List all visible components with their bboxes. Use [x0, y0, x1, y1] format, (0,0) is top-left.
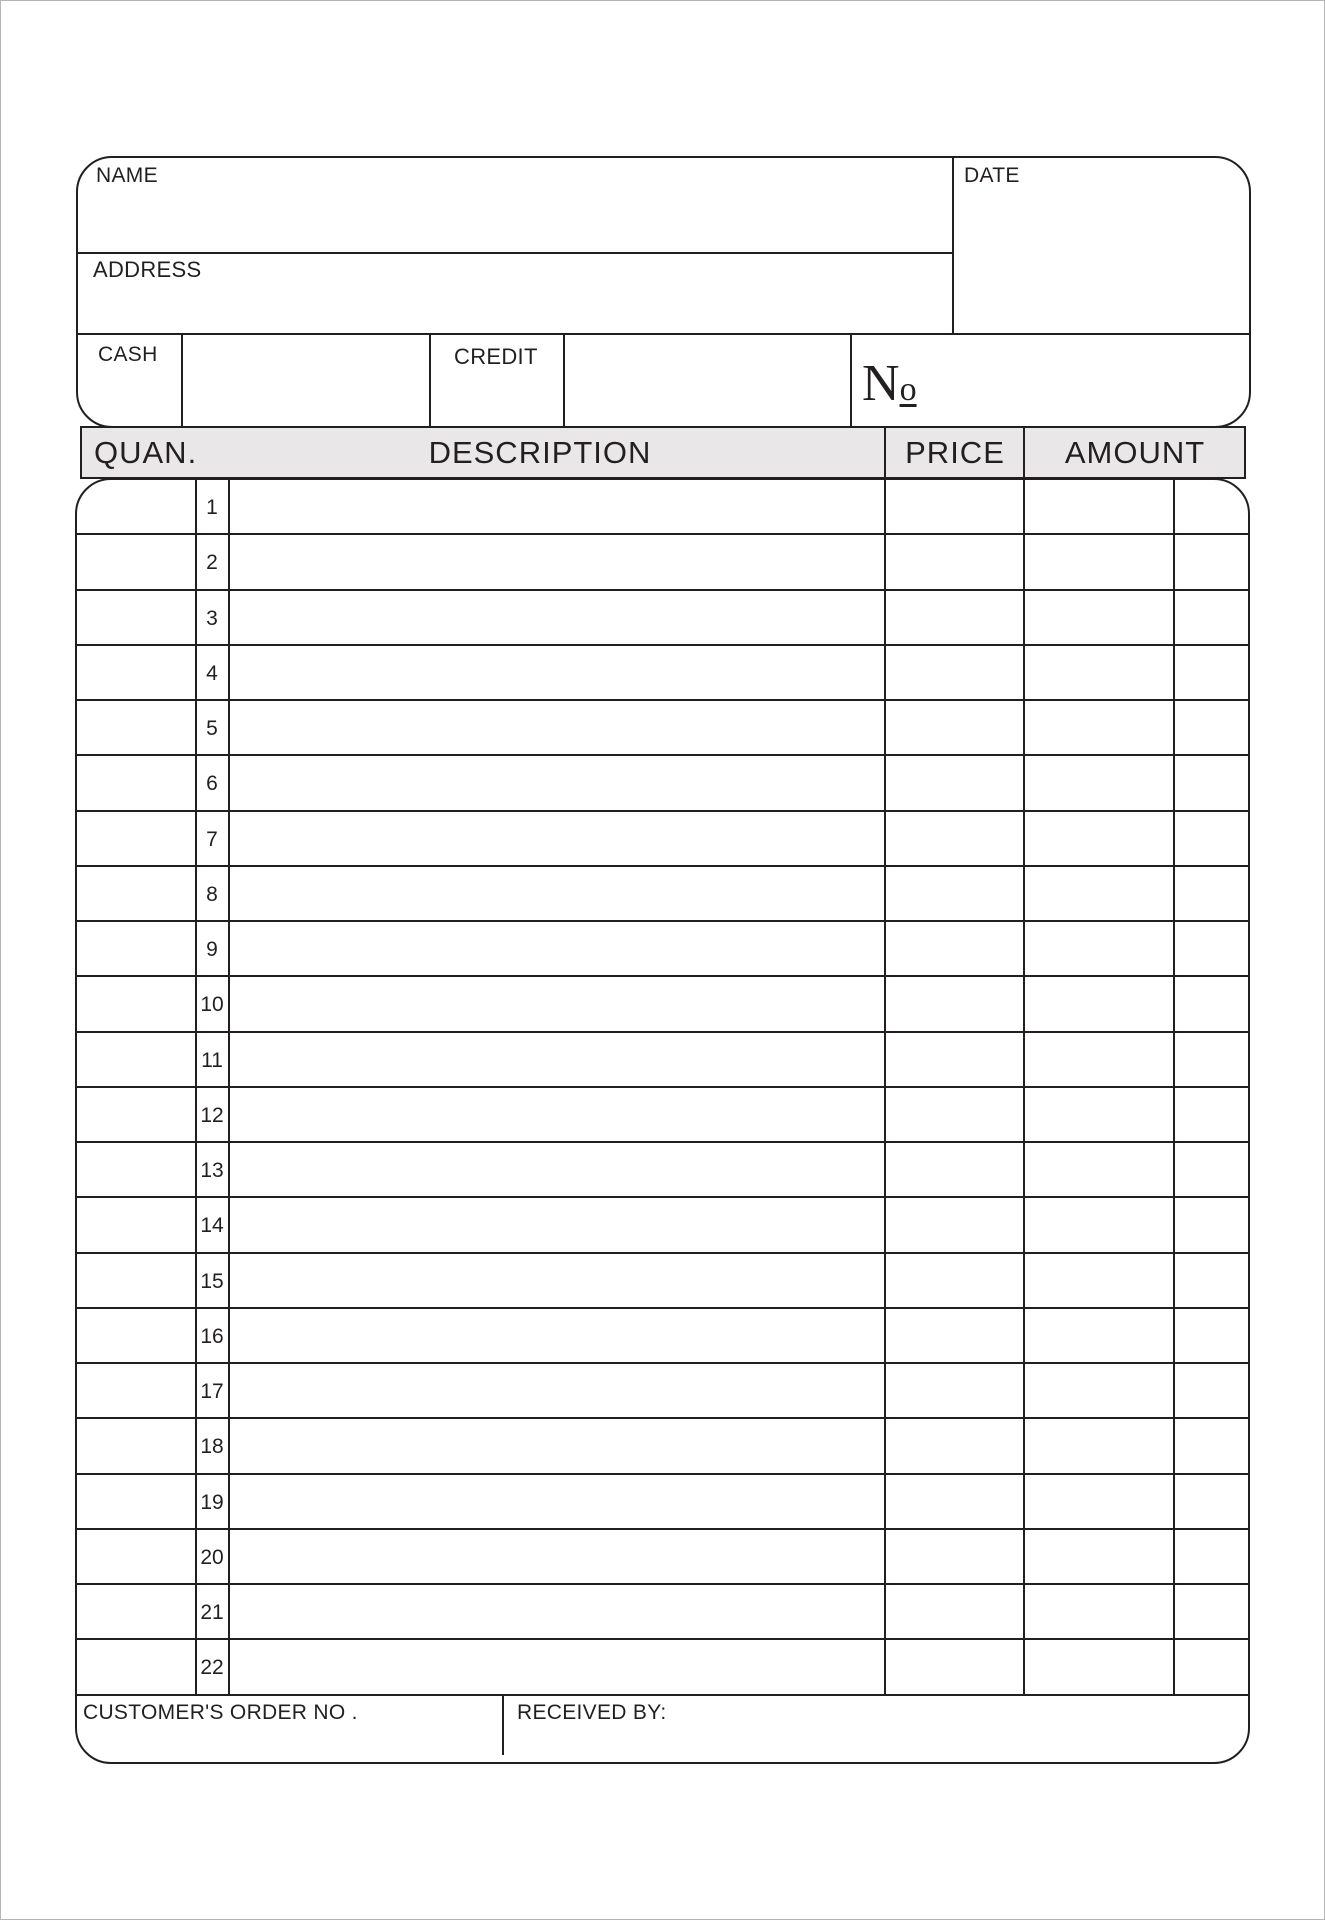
column-quan: QUAN.	[94, 435, 198, 470]
row-divider	[76, 644, 1249, 646]
row-number: 15	[200, 1269, 224, 1293]
row-number: 6	[206, 772, 218, 796]
row-divider	[76, 699, 1249, 701]
date-divider	[952, 157, 954, 334]
row-number: 22	[200, 1656, 224, 1680]
row-divider	[76, 754, 1249, 756]
row-number: 12	[200, 1103, 224, 1127]
column-description: DESCRIPTION	[428, 435, 652, 470]
row-number: 8	[206, 882, 218, 906]
date-label: DATE	[964, 164, 1020, 187]
row-number: 1	[206, 496, 218, 519]
row-divider	[76, 1638, 1249, 1640]
name-divider	[77, 252, 953, 254]
credit-divider	[563, 334, 565, 427]
row-number: 3	[206, 606, 218, 630]
row-number: 7	[206, 827, 218, 851]
row-divider	[76, 1086, 1249, 1088]
row-divider	[76, 1252, 1249, 1254]
line-items-table	[75, 478, 1250, 1764]
column-amount: AMOUNT	[1064, 435, 1206, 470]
footer-divider	[502, 1694, 504, 1755]
row-divider	[76, 1473, 1249, 1475]
row-number: 2	[206, 551, 218, 575]
row-number: 16	[200, 1324, 224, 1348]
row-number: 4	[206, 661, 218, 685]
cash-field-divider	[429, 334, 431, 427]
row-divider	[76, 1141, 1249, 1143]
row-divider	[76, 1583, 1249, 1585]
column-price: PRICE	[905, 435, 1005, 470]
row-divider	[76, 1417, 1249, 1419]
received-by-label: RECEIVED BY:	[517, 1701, 667, 1724]
row-number: 9	[206, 938, 218, 961]
row-number: 14	[200, 1214, 224, 1238]
number-divider	[850, 334, 852, 427]
address-label: ADDRESS	[93, 257, 202, 282]
customer-order-label: CUSTOMER'S ORDER NO .	[83, 1701, 358, 1724]
row-number: 18	[200, 1435, 224, 1459]
row-divider	[76, 865, 1249, 867]
row-divider	[76, 1528, 1249, 1530]
cash-label: CASH	[98, 343, 158, 366]
row-divider	[76, 1694, 1249, 1696]
row-divider	[76, 1307, 1249, 1309]
row-divider	[76, 920, 1249, 922]
number-symbol: No	[862, 355, 917, 412]
row-number: 11	[201, 1048, 223, 1072]
info-block	[76, 156, 1251, 428]
name-label: NAME	[96, 164, 158, 187]
row-number: 21	[200, 1601, 224, 1624]
row-divider	[76, 589, 1249, 591]
row-divider	[76, 810, 1249, 812]
row-number: 17	[200, 1380, 224, 1403]
row-divider	[76, 1196, 1249, 1198]
row-divider	[76, 533, 1249, 535]
row-divider	[76, 1362, 1249, 1364]
row-number: 20	[200, 1545, 224, 1569]
address-divider	[77, 333, 1250, 335]
row-divider	[76, 975, 1249, 977]
row-number: 13	[200, 1159, 224, 1182]
credit-label: CREDIT	[454, 344, 538, 369]
row-number: 10	[200, 993, 224, 1017]
row-number: 19	[200, 1490, 224, 1514]
row-number: 5	[206, 717, 218, 740]
row-divider	[76, 1031, 1249, 1033]
cash-divider	[181, 334, 183, 427]
